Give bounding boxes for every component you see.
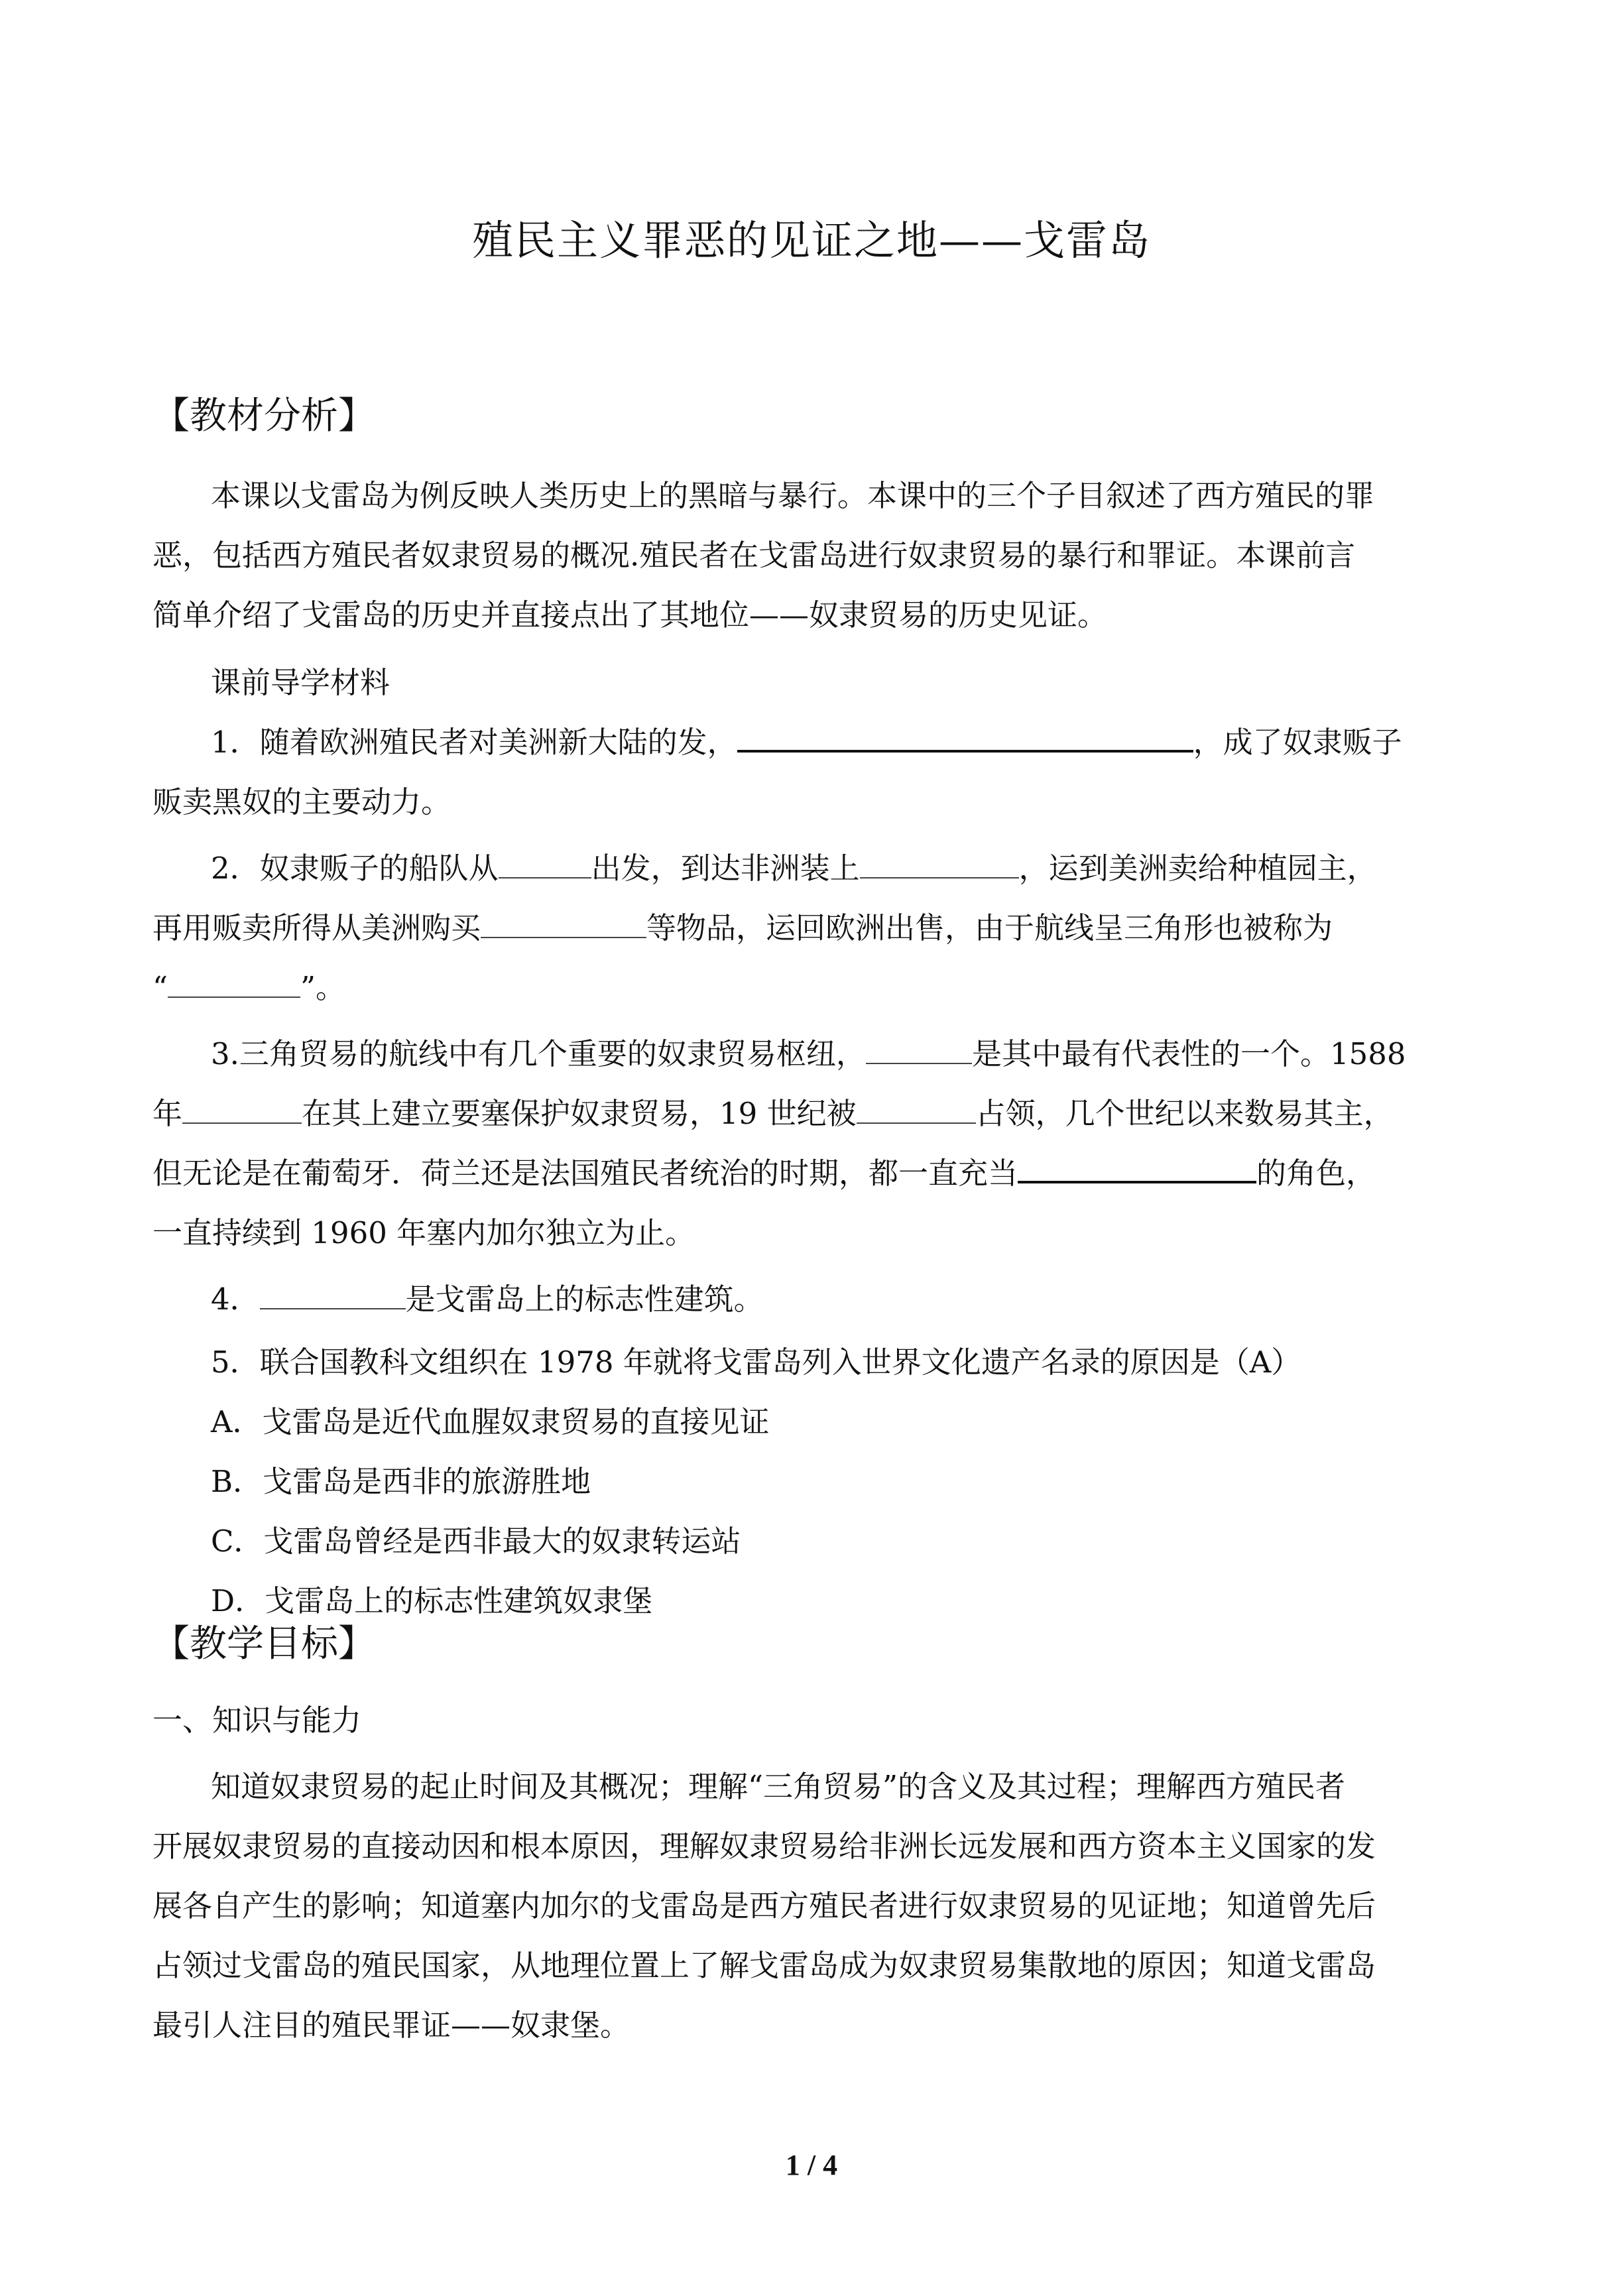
answer-blank[interactable] bbox=[499, 851, 591, 878]
question-text: 等物品，运回欧洲出售，由于航线呈三角形也被称为 bbox=[646, 910, 1333, 945]
question-text: 但无论是在葡萄牙．荷兰还是法国殖民者统治的时期，都一直充当 bbox=[152, 1156, 1018, 1191]
question-text: 1．随着欧洲殖民者对美洲新大陆的发， bbox=[211, 725, 737, 760]
question-text: ，成了奴隶贩子 bbox=[1193, 725, 1402, 760]
question-1-line bbox=[211, 723, 1402, 762]
guide-title: 课前导学材料 bbox=[211, 665, 391, 700]
question-3-line bbox=[152, 1154, 1376, 1193]
question-4-line bbox=[211, 1280, 764, 1319]
option-d: D．戈雷岛上的标志性建筑奴隶堡 bbox=[211, 1583, 653, 1618]
question-text: 是其中最有代表性的一个。1588 bbox=[971, 1036, 1406, 1071]
paragraph-line: 恶，包括西方殖民者奴隶贸易的概况.殖民者在戈雷岛进行奴隶贸易的暴行和罪证。本课前言 bbox=[152, 538, 1356, 573]
paragraph-line: 本课以戈雷岛为例反映人类历史上的黑暗与暴行。本课中的三个子目叙述了西方殖民的罪 bbox=[211, 478, 1375, 513]
answer-blank[interactable] bbox=[860, 851, 1019, 878]
question-text: 是戈雷岛上的标志性建筑。 bbox=[405, 1282, 764, 1317]
question-text: 4． bbox=[211, 1282, 260, 1317]
question-2-line bbox=[152, 908, 1333, 948]
question-text: “ bbox=[152, 970, 168, 1005]
question-text: 年 bbox=[152, 1096, 183, 1131]
answer-blank[interactable] bbox=[182, 1096, 302, 1124]
question-2-line bbox=[211, 849, 1377, 888]
section-heading-objectives: 【教学目标】 bbox=[152, 1622, 375, 1665]
option-c: C．戈雷岛曾经是西非最大的奴隶转运站 bbox=[211, 1524, 741, 1559]
paragraph-line: 开展奴隶贸易的直接动因和根本原因，理解奴隶贸易给非洲长远发展和西方资本主义国家的发 bbox=[152, 1829, 1376, 1864]
section-heading-analysis: 【教材分析】 bbox=[152, 394, 375, 438]
question-text: 2．奴隶贩子的船队从 bbox=[211, 851, 499, 886]
question-text: 3.三角贸易的航线中有几个重要的奴隶贸易枢纽， bbox=[211, 1036, 866, 1071]
question-text: ”。 bbox=[300, 970, 346, 1005]
paragraph-line: 简单介绍了戈雷岛的历史并直接点出了其地位——奴隶贸易的历史见证。 bbox=[152, 597, 1108, 633]
question-text: 的角色， bbox=[1256, 1156, 1376, 1191]
answer-blank[interactable] bbox=[481, 910, 646, 938]
paragraph-line: 最引人注目的殖民罪证——奴隶堡。 bbox=[152, 2008, 631, 2043]
option-a: A．戈雷岛是近代血腥奴隶贸易的直接见证 bbox=[211, 1404, 770, 1439]
question-3-line bbox=[152, 1094, 1394, 1134]
question-3-line: 一直持续到 1960 年塞内加尔独立为止。 bbox=[152, 1215, 695, 1250]
paragraph-line: 展各自产生的影响；知道塞内加尔的戈雷岛是西方殖民者进行奴隶贸易的见证地；知道曾先后 bbox=[152, 1888, 1376, 1923]
answer-blank[interactable] bbox=[866, 1036, 972, 1064]
page-number: 1 / 4 bbox=[785, 2149, 838, 2181]
question-text: ，运到美洲卖给种植园主， bbox=[1018, 851, 1377, 886]
answer-blank[interactable] bbox=[260, 1282, 406, 1309]
answer-blank[interactable] bbox=[1018, 1156, 1256, 1183]
question-2-line bbox=[152, 968, 345, 1008]
answer-blank[interactable] bbox=[168, 970, 300, 998]
paragraph-line: 占领过戈雷岛的殖民国家，从地理位置上了解戈雷岛成为奴隶贸易集散地的原因；知道戈雷岛 bbox=[152, 1948, 1376, 1983]
question-text: 在其上建立要塞保护奴隶贸易，19 世纪被 bbox=[302, 1096, 857, 1131]
paragraph-line: 知道奴隶贸易的起止时间及其概况；理解“三角贸易”的含义及其过程；理解西方殖民者 bbox=[211, 1769, 1346, 1804]
question-1-line: 贩卖黑奴的主要动力。 bbox=[152, 784, 451, 819]
question-5-line: 5．联合国教科文组织在 1978 年就将戈雷岛列入世界文化遗产名录的原因是（A） bbox=[211, 1345, 1301, 1380]
subheading-knowledge: 一、知识与能力 bbox=[152, 1703, 362, 1738]
question-text: 出发，到达非洲装上 bbox=[591, 851, 860, 886]
question-text: 占领，几个世纪以来数易其主， bbox=[975, 1096, 1394, 1131]
option-b: B．戈雷岛是西非的旅游胜地 bbox=[211, 1464, 591, 1499]
answer-blank[interactable] bbox=[857, 1096, 976, 1124]
answer-blank[interactable] bbox=[737, 725, 1193, 753]
page-title: 殖民主义罪恶的见证之地——戈雷岛 bbox=[471, 216, 1151, 265]
question-text: 再用贩卖所得从美洲购买 bbox=[152, 910, 481, 945]
question-3-line bbox=[211, 1034, 1406, 1074]
